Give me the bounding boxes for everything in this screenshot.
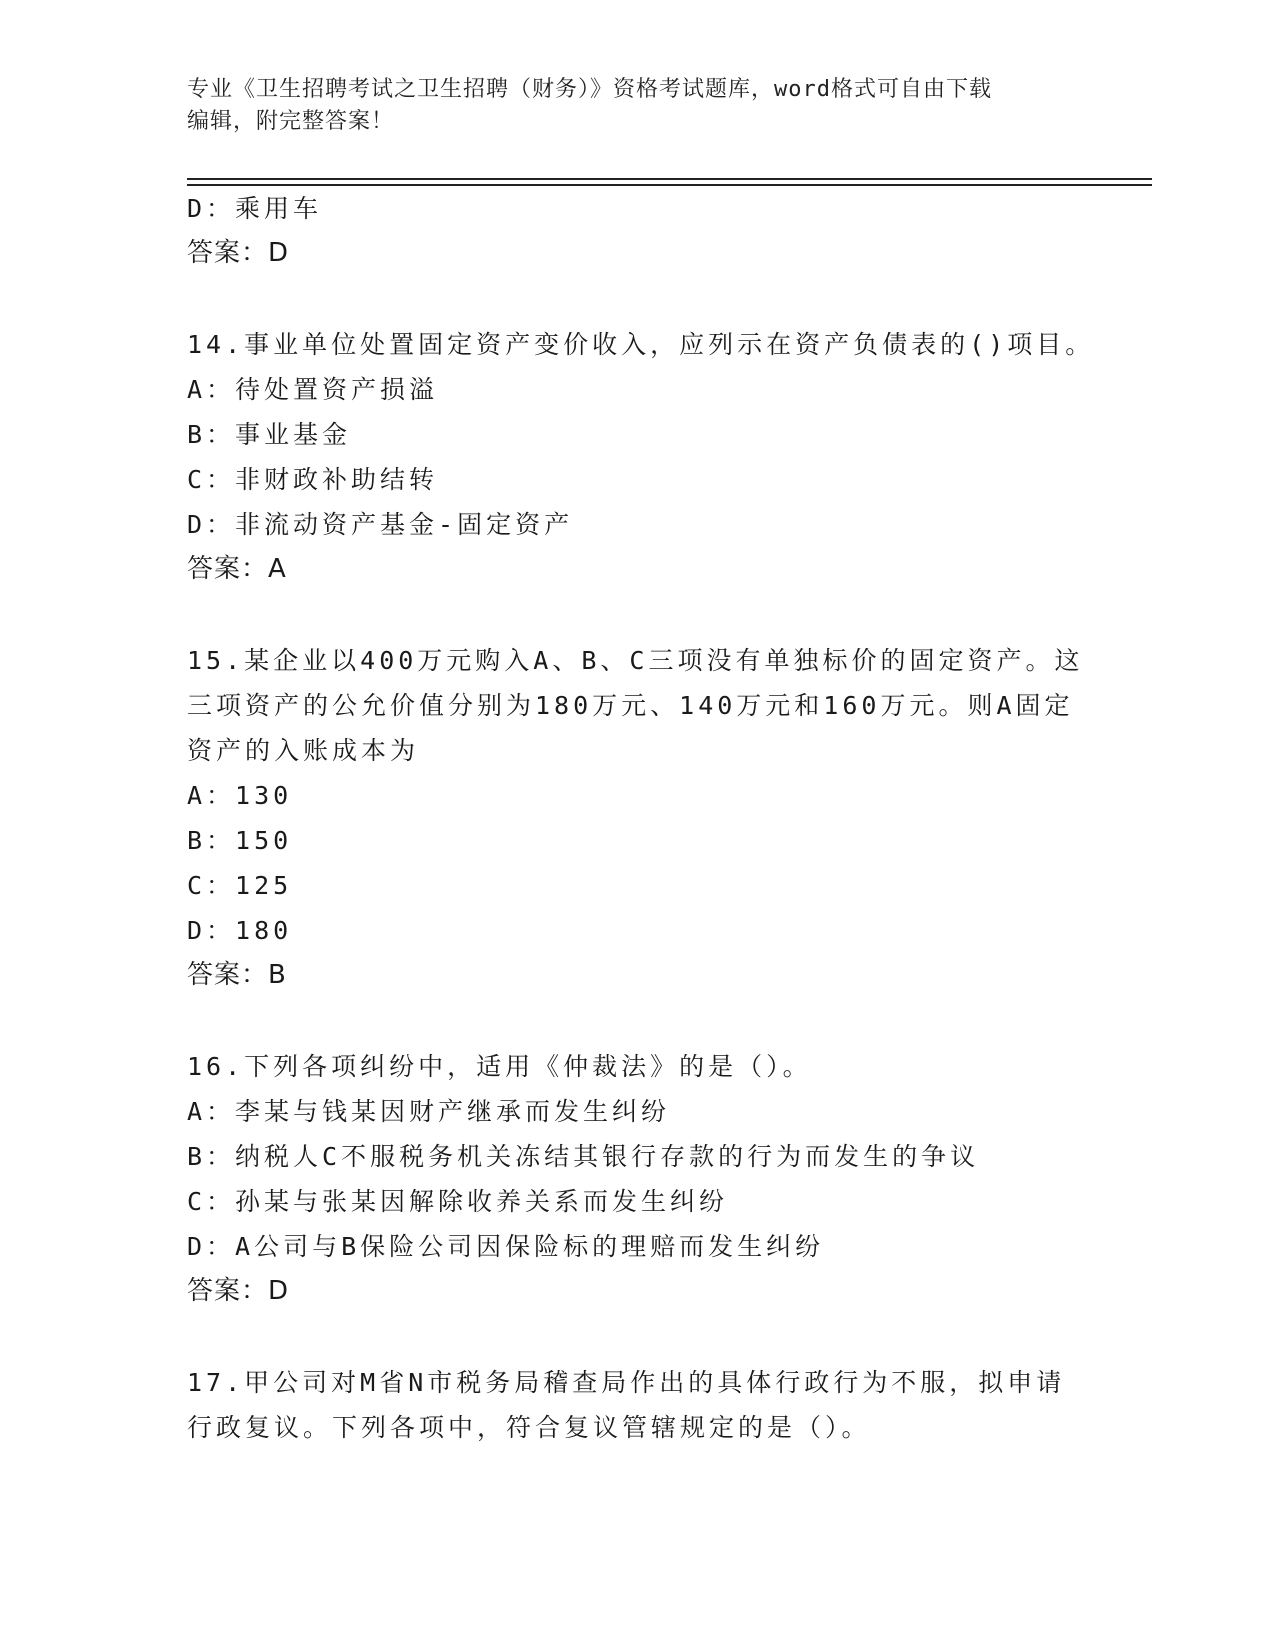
option-d: D：180 <box>187 916 293 945</box>
header-line-1: 专业《卫生招聘考试之卫生招聘（财务）》资格考试题库，word格式可自由下载 <box>187 77 992 102</box>
option-b: B：纳税人C不服税务机关冻结其银行存款的行为而发生的争议 <box>187 1142 980 1171</box>
option-d: D：乘用车 <box>187 194 323 223</box>
question-stem-line-2: 行政复议。下列各项中，符合复议管辖规定的是（）。 <box>187 1413 871 1442</box>
option-c: C：孙某与张某因解除收养关系而发生纠纷 <box>187 1187 729 1216</box>
question-15 <box>187 638 1087 998</box>
option-a: A：李某与钱某因财产继承而发生纠纷 <box>187 1097 671 1126</box>
document-header <box>187 74 1087 138</box>
spacer <box>187 998 1087 1044</box>
option-d: D：非流动资产基金-固定资产 <box>187 510 574 539</box>
question-stem: 16.下列各项纠纷中，适用《仲裁法》的是（）。 <box>187 1052 812 1081</box>
option-a: A：130 <box>187 781 293 810</box>
spacer <box>187 1314 1087 1360</box>
question-stem-line-3: 资产的入账成本为 <box>187 736 420 765</box>
option-d: D：A公司与B保险公司因保险标的理赔而发生纠纷 <box>187 1232 825 1261</box>
answer: 答案：B <box>187 960 287 990</box>
question-stem-line-2: 三项资产的公允价值分别为180万元、140万元和160万元。则A固定 <box>187 691 1074 720</box>
option-a: A：待处置资产损溢 <box>187 375 439 404</box>
spacer <box>187 592 1087 638</box>
option-b: B：事业基金 <box>187 420 352 449</box>
answer: 答案：D <box>187 238 290 268</box>
header-line-2: 编辑，附完整答案！ <box>187 109 395 134</box>
spacer <box>187 276 1087 322</box>
option-c: C：125 <box>187 871 293 900</box>
question-17 <box>187 1360 1087 1450</box>
question-stem-line-1: 15.某企业以400万元购入A、B、C三项没有单独标价的固定资产。这 <box>187 646 1084 675</box>
answer: 答案：A <box>187 554 287 584</box>
option-c: C：非财政补助结转 <box>187 465 439 494</box>
question-stem-line-1: 17.甲公司对M省N市税务局稽查局作出的具体行政行为不服，拟申请 <box>187 1368 1066 1397</box>
question-16 <box>187 1044 1087 1314</box>
header-rule-top <box>187 178 1152 180</box>
answer: 答案：D <box>187 1276 290 1306</box>
question-14 <box>187 322 1095 592</box>
question-list <box>187 186 1095 1450</box>
question-stem: 14.事业单位处置固定资产变价收入，应列示在资产负债表的()项目。 <box>187 330 1095 359</box>
option-b: B：150 <box>187 826 293 855</box>
